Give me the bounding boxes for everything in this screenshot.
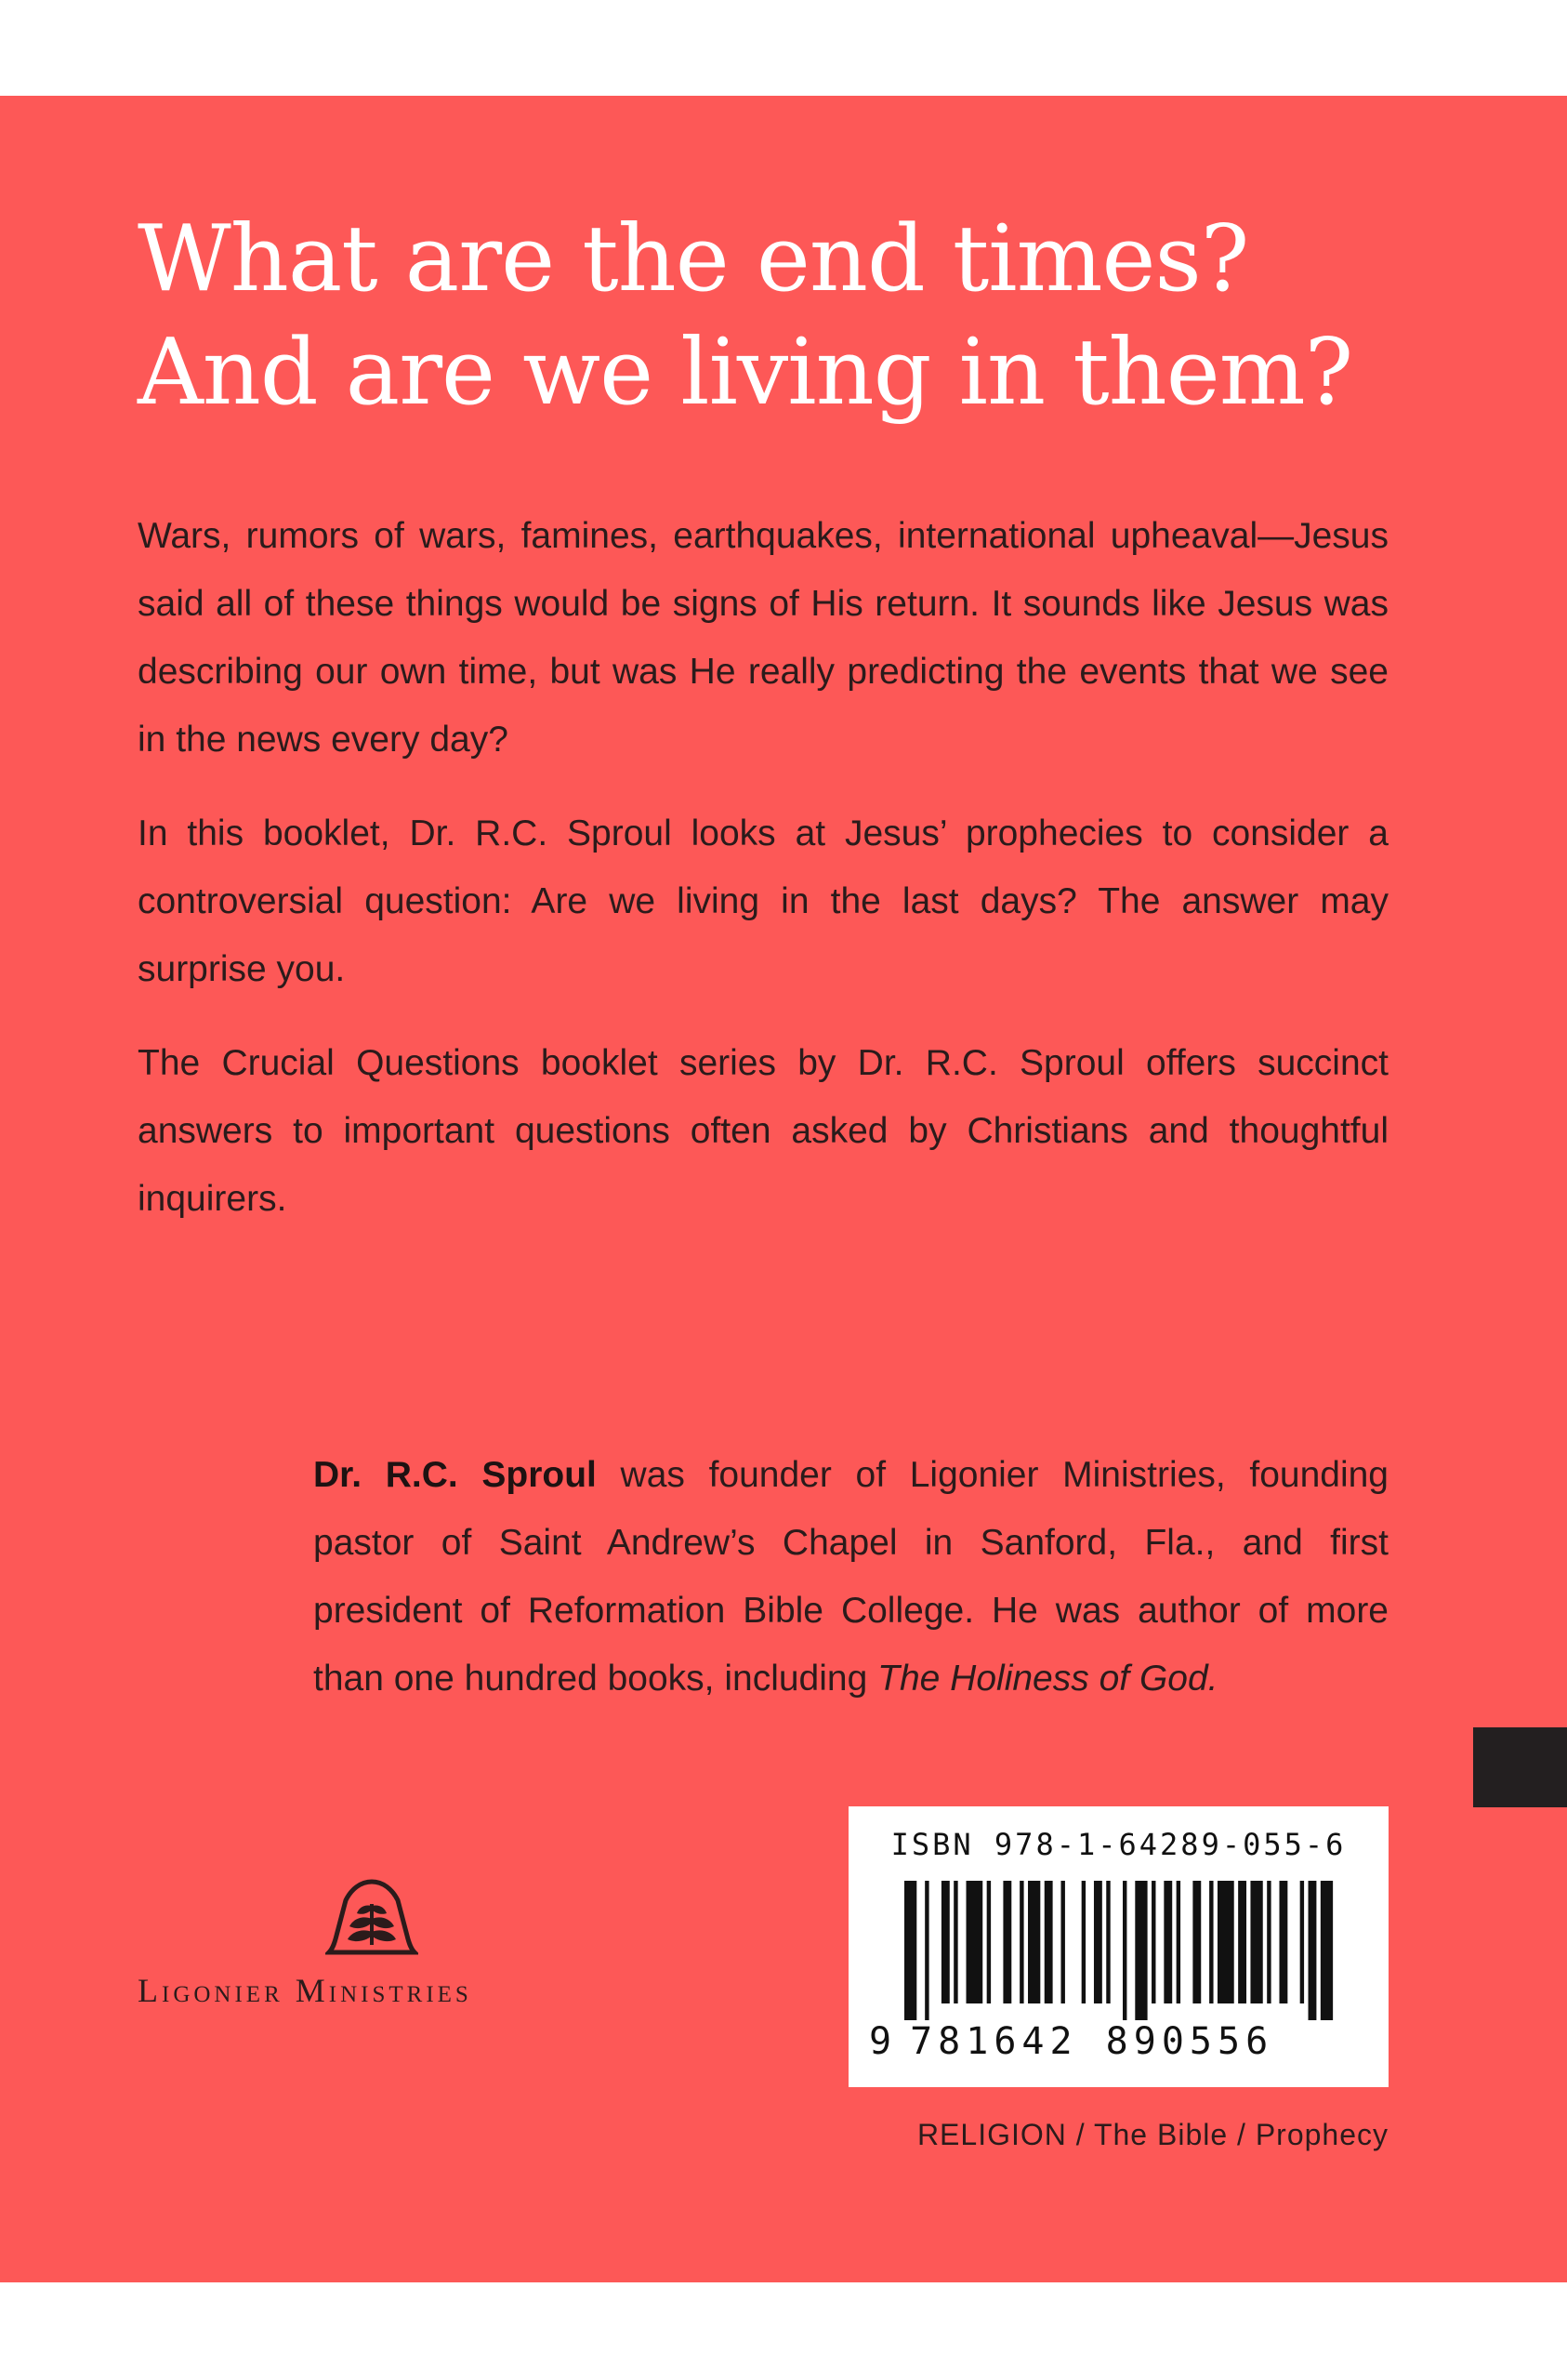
barcode-bar — [954, 1881, 957, 2003]
barcode-lead-digit: 9 — [869, 2020, 898, 2063]
isbn-barcode — [849, 1806, 1389, 2087]
barcode-bar — [1094, 1881, 1102, 2003]
barcode-bar — [925, 1881, 928, 2020]
barcode-digit-groups: 781642 890556 — [910, 2020, 1274, 2063]
book-title: The Holiness of God. — [877, 1659, 1218, 1699]
barcode-bar — [1123, 1881, 1126, 2020]
description — [138, 502, 1389, 1259]
barcode-bar — [987, 1881, 991, 2003]
barcode-bar — [1164, 1881, 1172, 2003]
barcode-bar — [1267, 1881, 1271, 2003]
barcode-bar — [1250, 1881, 1262, 2003]
category-label: RELIGION / The Bible / Prophecy — [916, 2118, 1389, 2151]
barcode-digits — [869, 2020, 1371, 2063]
barcode-bar — [1106, 1881, 1110, 2003]
barcode-bar — [1060, 1881, 1064, 2003]
author-bio — [313, 1441, 1389, 1712]
barcode-bar — [1192, 1881, 1201, 2003]
publisher-name: Ligonier Ministries — [138, 1972, 472, 2009]
headline — [138, 203, 1457, 430]
spine-tab — [1473, 1727, 1567, 1807]
barcode-bar — [1177, 1881, 1180, 2003]
barcode-bar — [1309, 1881, 1317, 2020]
headline-line-2: And are we living in them? — [138, 320, 1353, 426]
barcode-bar — [1045, 1881, 1053, 2003]
description-paragraph-3: The Crucial Questions booklet series by Dr. R.C. Sproul offers succinct answers to important questions often asked by Christians and thoughtful inquirers. — [138, 1043, 1389, 1219]
barcode-bar — [1020, 1881, 1023, 2003]
barcode-bars — [904, 1881, 1341, 2020]
barcode-bar — [1279, 1881, 1287, 2003]
barcode-bar — [1028, 1881, 1040, 2003]
barcode-bar — [1238, 1881, 1246, 2003]
description-paragraph-2: In this booklet, Dr. R.C. Sproul looks at Jesus’ prophecies to consider a controversial question: Are we living in the last days? The answer may surprise you. — [138, 813, 1389, 989]
tree-in-bell-logo-icon — [325, 1878, 418, 1958]
barcode-bar — [1218, 1881, 1234, 2003]
barcode-bar — [1135, 1881, 1147, 2020]
barcode-bar — [942, 1881, 950, 2003]
author-bio-text: was founder of Ligonier Ministries, founding pastor of Saint Andrew’s Chapel in Sanford, Fla., and first president of Reformation Bible College. He was author of more than one hundred books, including — [313, 1455, 1389, 1699]
headline-line-1: What are the end times? — [138, 206, 1249, 312]
barcode-bar — [1321, 1881, 1333, 2020]
isbn-label: ISBN 978-1-64289-055-6 — [890, 1827, 1347, 1862]
barcode-bar — [1300, 1881, 1304, 2003]
barcode-bar — [904, 1881, 916, 2020]
barcode-bar — [1152, 1881, 1155, 2003]
barcode-bar — [967, 1881, 983, 2003]
author-name: Dr. R.C. Sproul — [313, 1455, 597, 1495]
barcode-bar — [1209, 1881, 1213, 2003]
barcode-bar — [1003, 1881, 1011, 2003]
description-paragraph-1: Wars, rumors of wars, famines, earthquakes, international upheaval—Jesus said all of these things would be signs of His return. It sounds like Jesus was describing our own time, but was He really predicting the events that we see in the news every day? — [138, 516, 1389, 760]
barcode-bar — [1082, 1881, 1086, 2003]
publisher-logo — [138, 1878, 621, 2017]
